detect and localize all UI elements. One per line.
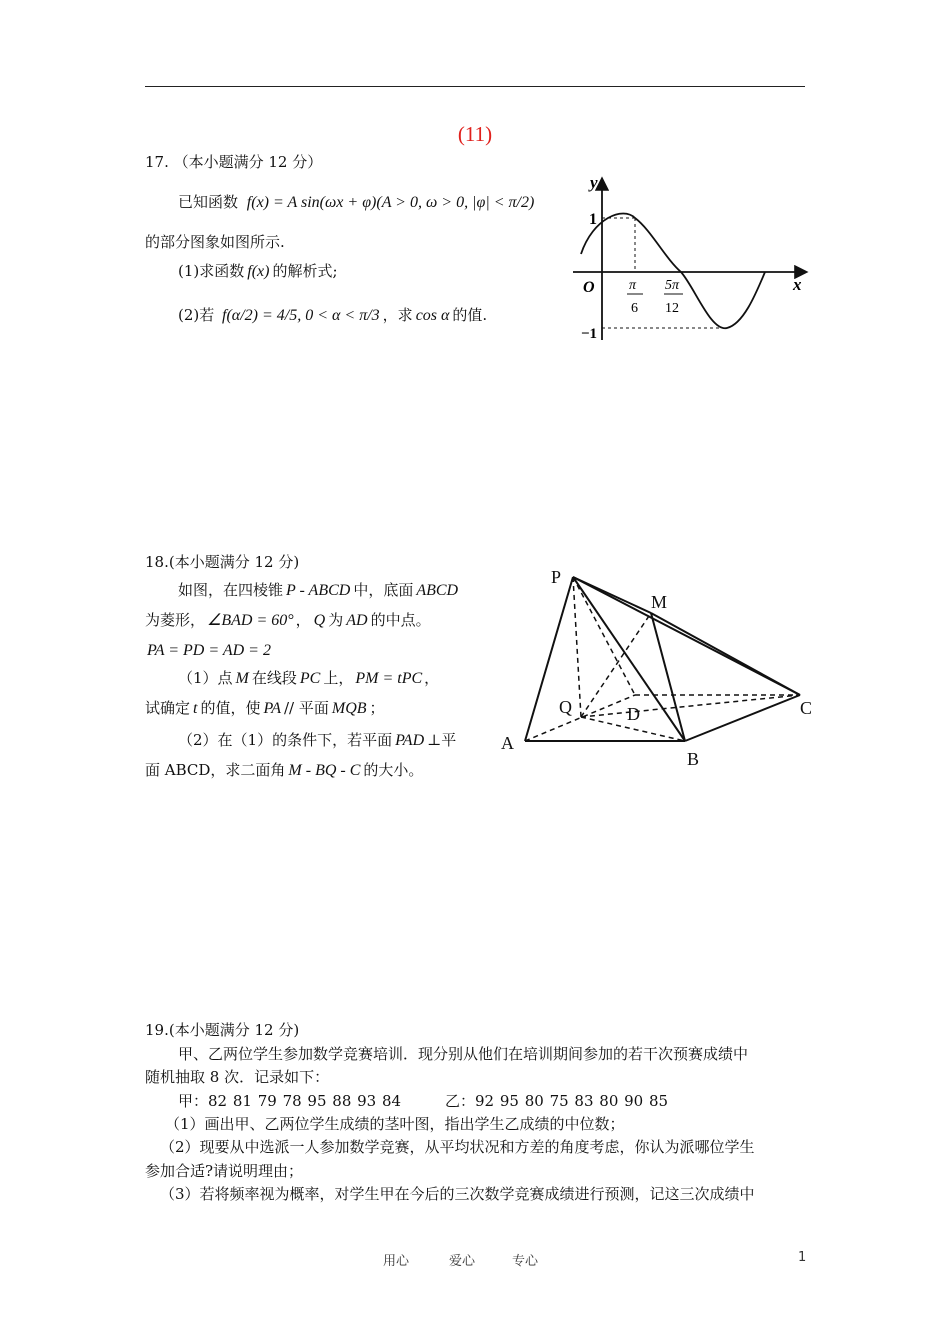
edge-BC <box>685 695 800 741</box>
label-D: D <box>627 704 640 724</box>
label-C: C <box>800 698 813 718</box>
q17-heading: 17. （本小题满分 12 分） <box>145 153 323 171</box>
q17-target: cos α <box>415 307 450 324</box>
footer-text-3: 专心 <box>512 1254 539 1269</box>
q18-part1b: 试确定 t 的值，使 PA // 平面 MQB ； <box>145 699 385 717</box>
tick1-den: 6 <box>631 301 638 316</box>
q18-part2b: 面 ABCD，求二面角 M - BQ - C 的大小。 <box>145 761 424 779</box>
graph-x-label: x <box>793 275 802 294</box>
q18-line2: 为菱形， ∠BAD = 60° ， Q 为 AD 的中点。 <box>145 611 431 629</box>
q19-line2: 随机抽取 8 次．记录如下： <box>145 1068 330 1086</box>
q18-heading: 18.(本小题满分 12 分) <box>145 553 300 571</box>
edge-QC <box>581 695 800 717</box>
tick2-den: 12 <box>665 301 679 316</box>
q17-condition: f(α/2) = 4/5, 0 < α < π/3 <box>222 307 380 324</box>
tick1-num: π <box>629 278 637 293</box>
q18-part1: （1）点 M 在线段 PC 上， PM = tPC ， <box>178 669 440 687</box>
q19-line1: 甲、乙两位学生参加数学竞赛培训．现分别从他们在培训期间参加的若干次预赛成绩中 <box>178 1045 749 1063</box>
q17-intro2: 的部分图象如图所示. <box>145 233 285 251</box>
page-title: (11) <box>457 122 493 146</box>
q18-line1: 如图，在四棱锥 P - ABCD 中，底面 ABCD <box>178 581 459 599</box>
graph-origin: O <box>583 279 595 296</box>
label-P: P <box>551 567 562 587</box>
q18-line3: PA = PD = AD = 2 <box>147 642 271 659</box>
tick2-num: 5π <box>665 278 680 293</box>
q19-part2: （2）现要从中选派一人参加数学竞赛，从平均状况和方差的角度考虑，你认为派哪位学生 <box>160 1138 755 1156</box>
edge-AD <box>525 695 635 741</box>
edge-PD <box>573 577 635 695</box>
edge-PQ <box>573 577 581 717</box>
q19-part1: （1）画出甲、乙两位学生成绩的茎叶图，指出学生乙成绩的中位数； <box>165 1115 625 1133</box>
q19-part2b: 参加合适?请说明理由； <box>145 1162 304 1180</box>
graph-y-label: y <box>590 173 598 192</box>
q19-scores-jia: 甲：82 81 79 78 95 88 93 84 <box>178 1092 402 1110</box>
header-rule <box>145 86 805 87</box>
q18-part2: （2）在（1）的条件下，若平面 PAD ⊥平 <box>178 731 457 749</box>
q17-intro: 已知函数 f(x) = A sin(ωx + φ)(A > 0, ω > 0, |φ| < π/2) <box>178 193 535 211</box>
footer-text-2: 爱心 <box>449 1254 476 1269</box>
label-A: A <box>501 733 514 753</box>
q19-scores-yi: 乙：92 95 80 75 83 80 90 85 <box>445 1092 669 1110</box>
graph-ymax: 1 <box>589 211 597 228</box>
label-Q: Q <box>559 697 572 717</box>
footer-text-1: 用心 <box>383 1254 410 1269</box>
edge-QM <box>581 613 651 717</box>
label-B: B <box>687 749 700 769</box>
q19-heading: 19.(本小题满分 12 分) <box>145 1021 300 1039</box>
q17-sine-graph <box>565 168 820 348</box>
q17-part2: (2)若 f(α/2) = 4/5, 0 < α < π/3 ，求 cos α 的值. <box>178 306 488 324</box>
q17-function: f(x) = A sin(ωx + φ)(A > 0, ω > 0, |φ| < π/2) <box>246 194 535 211</box>
graph-ymin: −1 <box>581 326 598 342</box>
q17-part1: (1)求函数 f(x) 的解析式; <box>178 262 338 280</box>
label-M: M <box>651 592 668 612</box>
q18-pyramid-figure <box>495 555 825 775</box>
q19-part3: （3）若将频率视为概率，对学生甲在今后的三次数学竞赛成绩进行预测，记这三次成绩中 <box>160 1185 755 1203</box>
edge-MC <box>651 613 800 695</box>
page-number: 1 <box>798 1250 807 1265</box>
